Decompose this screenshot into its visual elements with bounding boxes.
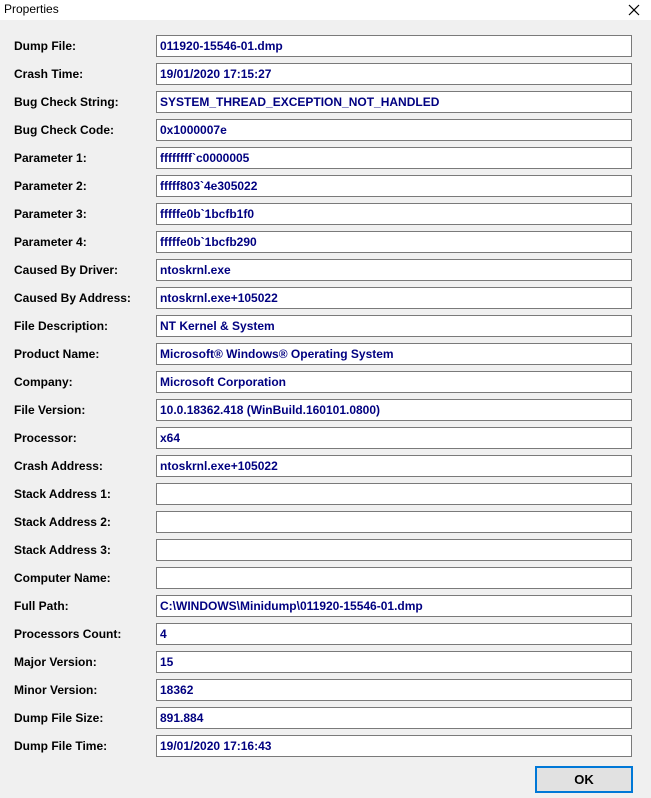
property-value-field[interactable]: SYSTEM_THREAD_EXCEPTION_NOT_HANDLED <box>156 91 632 113</box>
property-label: Company: <box>14 375 73 389</box>
property-value-field[interactable]: fffffe0b`1bcfb290 <box>156 231 632 253</box>
property-label: Processor: <box>14 431 77 445</box>
property-value-field[interactable] <box>156 539 632 561</box>
property-value-field[interactable]: ntoskrnl.exe <box>156 259 632 281</box>
property-row <box>0 483 651 507</box>
ok-button[interactable]: OK <box>535 766 633 793</box>
property-label: Product Name: <box>14 347 100 361</box>
property-row <box>0 623 651 647</box>
property-label: Dump File Size: <box>14 711 104 725</box>
property-label: Parameter 1: <box>14 151 87 165</box>
property-label: Processors Count: <box>14 627 122 641</box>
property-label: Stack Address 2: <box>14 515 111 529</box>
property-row <box>0 567 651 591</box>
property-row <box>0 287 651 311</box>
property-label: Caused By Address: <box>14 291 131 305</box>
property-label: Bug Check Code: <box>14 123 115 137</box>
property-value-field[interactable]: fffffe0b`1bcfb1f0 <box>156 203 632 225</box>
property-row <box>0 91 651 115</box>
property-value-field[interactable]: Microsoft Corporation <box>156 371 632 393</box>
property-value-field[interactable]: 891.884 <box>156 707 632 729</box>
property-row <box>0 259 651 283</box>
property-value-field[interactable]: 19/01/2020 17:16:43 <box>156 735 632 757</box>
property-value-field[interactable]: 15 <box>156 651 632 673</box>
property-row <box>0 231 651 255</box>
title-bar <box>0 0 651 20</box>
property-row <box>0 595 651 619</box>
property-row <box>0 707 651 731</box>
property-value-field[interactable] <box>156 511 632 533</box>
close-button[interactable] <box>617 0 651 20</box>
property-label: Parameter 3: <box>14 207 87 221</box>
property-row <box>0 175 651 199</box>
property-value-field[interactable]: 4 <box>156 623 632 645</box>
property-value-field[interactable]: fffff803`4e305022 <box>156 175 632 197</box>
property-value-field[interactable]: C:\WINDOWS\Minidump\011920-15546-01.dmp <box>156 595 632 617</box>
property-label: Minor Version: <box>14 683 98 697</box>
property-row <box>0 119 651 143</box>
property-label: Major Version: <box>14 655 97 669</box>
property-value-field[interactable]: ntoskrnl.exe+105022 <box>156 455 632 477</box>
property-value-field[interactable]: Microsoft® Windows® Operating System <box>156 343 632 365</box>
property-label: Dump File Time: <box>14 739 108 753</box>
property-value-field[interactable] <box>156 483 632 505</box>
property-row <box>0 147 651 171</box>
property-value-field[interactable]: NT Kernel & System <box>156 315 632 337</box>
property-label: Stack Address 3: <box>14 543 111 557</box>
property-value-field[interactable] <box>156 567 632 589</box>
property-value-field[interactable]: ffffffff`c0000005 <box>156 147 632 169</box>
property-value-field[interactable]: 18362 <box>156 679 632 701</box>
property-label: Parameter 4: <box>14 235 87 249</box>
property-label: File Version: <box>14 403 86 417</box>
property-value-field[interactable]: 19/01/2020 17:15:27 <box>156 63 632 85</box>
property-row <box>0 35 651 59</box>
property-value-field[interactable]: ntoskrnl.exe+105022 <box>156 287 632 309</box>
close-icon <box>628 4 640 16</box>
property-row <box>0 455 651 479</box>
property-value-field[interactable]: 011920-15546-01.dmp <box>156 35 632 57</box>
property-label: Parameter 2: <box>14 179 87 193</box>
property-label: Stack Address 1: <box>14 487 111 501</box>
property-label: File Description: <box>14 319 109 333</box>
property-row <box>0 651 651 675</box>
property-value-field[interactable]: 0x1000007e <box>156 119 632 141</box>
property-row <box>0 399 651 423</box>
property-row <box>0 315 651 339</box>
property-row <box>0 371 651 395</box>
window-title: Properties <box>4 2 59 16</box>
property-row <box>0 735 651 759</box>
property-label: Caused By Driver: <box>14 263 119 277</box>
property-row <box>0 427 651 451</box>
property-row <box>0 679 651 703</box>
property-label: Bug Check String: <box>14 95 119 109</box>
property-row <box>0 539 651 563</box>
property-label: Crash Time: <box>14 67 84 81</box>
property-row <box>0 511 651 535</box>
property-row <box>0 343 651 367</box>
property-label: Dump File: <box>14 39 76 53</box>
property-row <box>0 63 651 87</box>
property-label: Full Path: <box>14 599 69 613</box>
property-label: Computer Name: <box>14 571 111 585</box>
property-label: Crash Address: <box>14 459 103 473</box>
property-value-field[interactable]: x64 <box>156 427 632 449</box>
property-row <box>0 203 651 227</box>
property-value-field[interactable]: 10.0.18362.418 (WinBuild.160101.0800) <box>156 399 632 421</box>
